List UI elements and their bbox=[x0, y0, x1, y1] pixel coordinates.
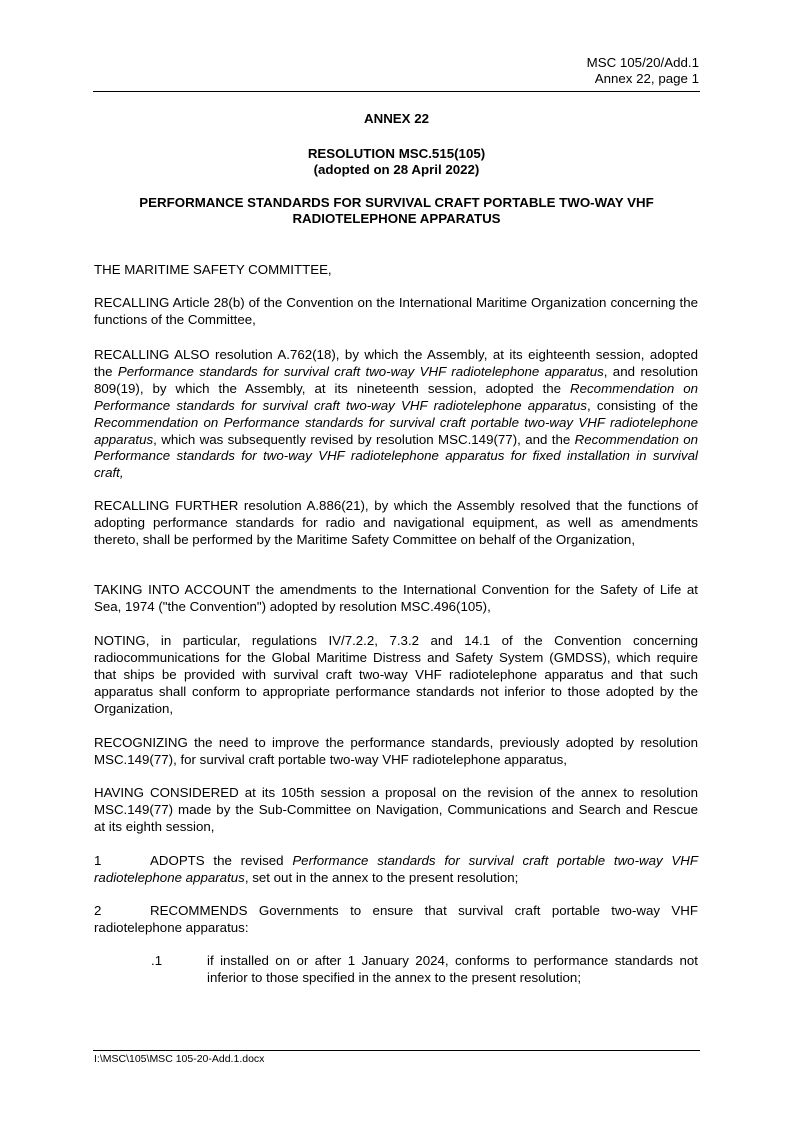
paragraph-taking-into-account: TAKING INTO ACCOUNT the amendments to the International Convention for the Safety of Life at Sea, 1974 ("the Convention") adopted by resolution MSC.496(105), bbox=[94, 582, 698, 614]
paragraph-recognizing: RECOGNIZING the need to improve the performance standards, previously adopted by resolution MSC.149(77), for survival craft portable two-way VHF radiotelephone apparatus, bbox=[94, 735, 698, 767]
operative-paragraph-1: 1 ADOPTS the revised Performance standards for survival craft portable two-way VHF radiotelephone apparatus, set out in the annex to the present resolution; bbox=[94, 853, 698, 885]
preamble-committee: THE MARITIME SAFETY COMMITTEE, bbox=[94, 262, 332, 277]
paragraph-noting: NOTING, in particular, regulations IV/7.2.2, 7.3.2 and 14.1 of the Convention concerning radiocommunications for the Global Maritime Distress and Safety System (GMDSS), which require that ships be provided with survival craft two-way VHF radiotelephone apparatus and that such apparatus shall conform to appropriate performance standards not inferior to those adopted by the Organization, bbox=[94, 633, 698, 716]
footer-file-path: I:\MSC\105\MSC 105-20-Add.1.docx bbox=[94, 1053, 265, 1065]
page-reference: Annex 22, page 1 bbox=[594, 71, 699, 86]
annex-heading: ANNEX 22 bbox=[363, 111, 430, 126]
adoption-date: (adopted on 28 April 2022) bbox=[313, 162, 480, 177]
page-header bbox=[587, 55, 699, 87]
header-rule bbox=[93, 91, 700, 92]
paragraph-recalling-also: RECALLING ALSO resolution A.762(18), by which the Assembly, at its eighteenth session, adopted the Performance standards for survival craft two-way VHF radiotelephone apparatus, and resolution 809(19), by which the Assembly, at its nineteenth session, adopted the Recommendation on Performance standards for survival craft two-way VHF radiotelephone apparatus, consisting of the Recommendation on Performance standards for survival craft portable two-way VHF radiotelephone apparatus, which was subsequently revised by resolution MSC.149(77), and the Recommendation on Performance standards for two-way VHF radiotelephone apparatus for fixed installation in survival craft, bbox=[94, 347, 699, 481]
paragraph-having-considered: HAVING CONSIDERED at its 105th session a proposal on the revision of the annex to resolution MSC.149(77) made by the Sub-Committee on Navigation, Communications and Search and Rescue at its eighth session, bbox=[94, 785, 698, 834]
resolution-heading: RESOLUTION MSC.515(105) bbox=[307, 146, 486, 161]
paragraph-recalling-further: RECALLING FURTHER resolution A.886(21), by which the Assembly resolved that the functions of adopting performance standards for radio and navigational equipment, as well as amendments thereto, shall be performed by the Maritime Safety Committee on behalf of the Organization, bbox=[94, 498, 698, 547]
subparagraph-text: if installed on or after 1 January 2024, conforms to performance standards not inferior to those specified in the annex to the present resolution; bbox=[207, 953, 698, 985]
document-title bbox=[93, 195, 700, 227]
footer-rule bbox=[93, 1050, 700, 1051]
paragraph-number: 1 bbox=[94, 853, 102, 868]
paragraph-number: 2 bbox=[94, 903, 102, 918]
document-id: MSC 105/20/Add.1 bbox=[586, 55, 699, 70]
subparagraph-number: .1 bbox=[151, 953, 163, 968]
title-line-1: PERFORMANCE STANDARDS FOR SURVIVAL CRAFT PORTABLE TWO-WAY VHF bbox=[139, 195, 654, 210]
title-line-2: RADIOTELEPHONE APPARATUS bbox=[292, 211, 501, 226]
operative-paragraph-2: 2 RECOMMENDS Governments to ensure that survival craft portable two-way VHF radiotelephone apparatus: bbox=[94, 903, 698, 935]
paragraph-recalling: RECALLING Article 28(b) of the Convention on the International Maritime Organization concerning the functions of the Committee, bbox=[94, 295, 698, 327]
